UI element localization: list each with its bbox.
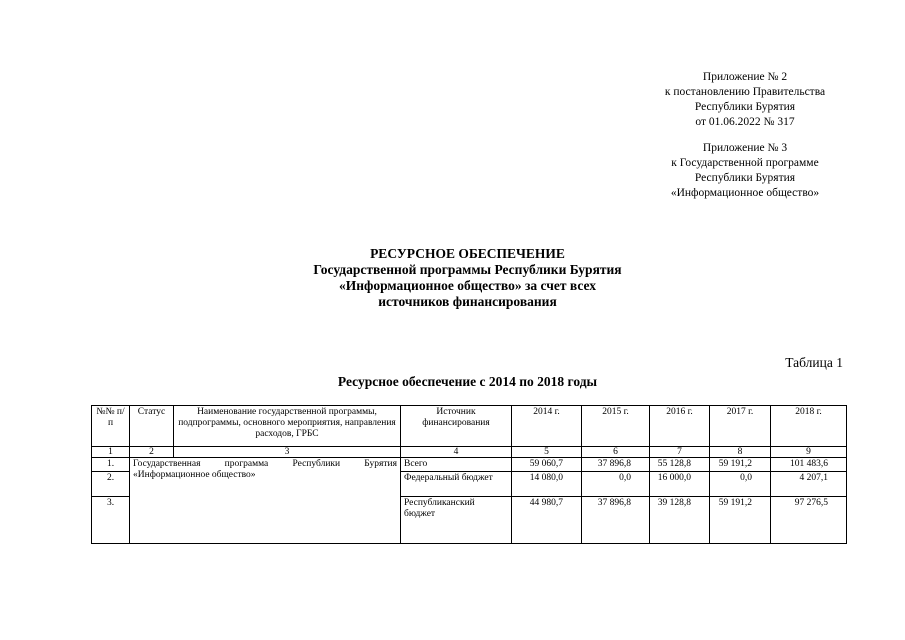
program-name-line-1: Государственная программа Республики Бурятия <box>133 459 397 469</box>
row-number: 3. <box>92 497 130 544</box>
value-2018: 97 276,5 <box>771 497 847 544</box>
annex-1-line-3: Республики Бурятия <box>694 101 796 113</box>
resource-table <box>91 405 847 544</box>
header-2014: 2014 г. <box>512 406 582 447</box>
annex-block-2 <box>640 141 850 201</box>
col-number: 8 <box>710 447 771 458</box>
value-2014: 59 060,7 <box>512 458 582 472</box>
table-row <box>92 458 847 472</box>
title-line-2: Государственной программы Республики Бурятия <box>313 262 622 277</box>
header-2015: 2015 г. <box>582 406 650 447</box>
value-2014: 44 980,7 <box>512 497 582 544</box>
col-number: 6 <box>582 447 650 458</box>
col-number: 5 <box>512 447 582 458</box>
value-2016: 55 128,8 <box>650 458 710 472</box>
annex-2-line-4: «Информационное общество» <box>670 187 820 199</box>
annex-2-line-2: к Государственной программе <box>671 157 819 169</box>
source-cell: Федеральный бюджет <box>401 472 512 497</box>
table-subtitle: Ресурсное обеспечение с 2014 по 2018 годы <box>337 374 598 389</box>
value-2015: 37 896,8 <box>582 458 650 472</box>
program-name-cell <box>130 458 401 544</box>
value-2018: 101 483,6 <box>771 458 847 472</box>
annex-2-line-3: Республики Бурятия <box>694 172 796 184</box>
annex-2-line-1: Приложение № 3 <box>702 142 788 154</box>
row-number: 2. <box>92 472 130 497</box>
program-name-line-2: «Информационное общество» <box>133 470 256 480</box>
value-2017: 0,0 <box>710 472 771 497</box>
value-2015: 37 896,8 <box>582 497 650 544</box>
table-header-row <box>92 406 847 447</box>
title-line-1: РЕСУРСНОЕ ОБЕСПЕЧЕНИЕ <box>370 246 565 261</box>
column-number-row <box>92 447 847 458</box>
col-number: 1 <box>92 447 130 458</box>
col-number: 9 <box>771 447 847 458</box>
col-number: 7 <box>650 447 710 458</box>
header-2017: 2017 г. <box>710 406 771 447</box>
annex-1-line-4: от 01.06.2022 № 317 <box>695 116 795 128</box>
header-source: Источник финансирования <box>401 406 512 447</box>
col-number: 2 <box>130 447 174 458</box>
value-2016: 39 128,8 <box>650 497 710 544</box>
value-2015: 0,0 <box>582 472 650 497</box>
header-num: №№ п/п <box>92 406 130 447</box>
title-line-4: источников финансирования <box>378 294 557 309</box>
annex-block-1 <box>640 70 850 130</box>
annex-1-line-1: Приложение № 2 <box>702 71 788 83</box>
document-title <box>170 246 765 310</box>
value-2016: 16 000,0 <box>650 472 710 497</box>
source-cell: Республиканский бюджет <box>401 497 512 544</box>
table-label: Таблица 1 <box>785 355 843 370</box>
annex-1-line-2: к постановлению Правительства <box>664 86 826 98</box>
source-cell: Всего <box>401 458 512 472</box>
title-line-3: «Информационное общество» за счет всех <box>339 278 596 293</box>
col-number: 4 <box>401 447 512 458</box>
value-2014: 14 080,0 <box>512 472 582 497</box>
value-2018: 4 207,1 <box>771 472 847 497</box>
value-2017: 59 191,2 <box>710 458 771 472</box>
header-2016: 2016 г. <box>650 406 710 447</box>
col-number: 3 <box>174 447 401 458</box>
row-number: 1. <box>92 458 130 472</box>
value-2017: 59 191,2 <box>710 497 771 544</box>
header-name: Наименование государственной программы, подпрограммы, основного мероприятия, направления расходов, ГРБС <box>174 406 401 447</box>
header-status: Статус <box>130 406 174 447</box>
header-2018: 2018 г. <box>771 406 847 447</box>
